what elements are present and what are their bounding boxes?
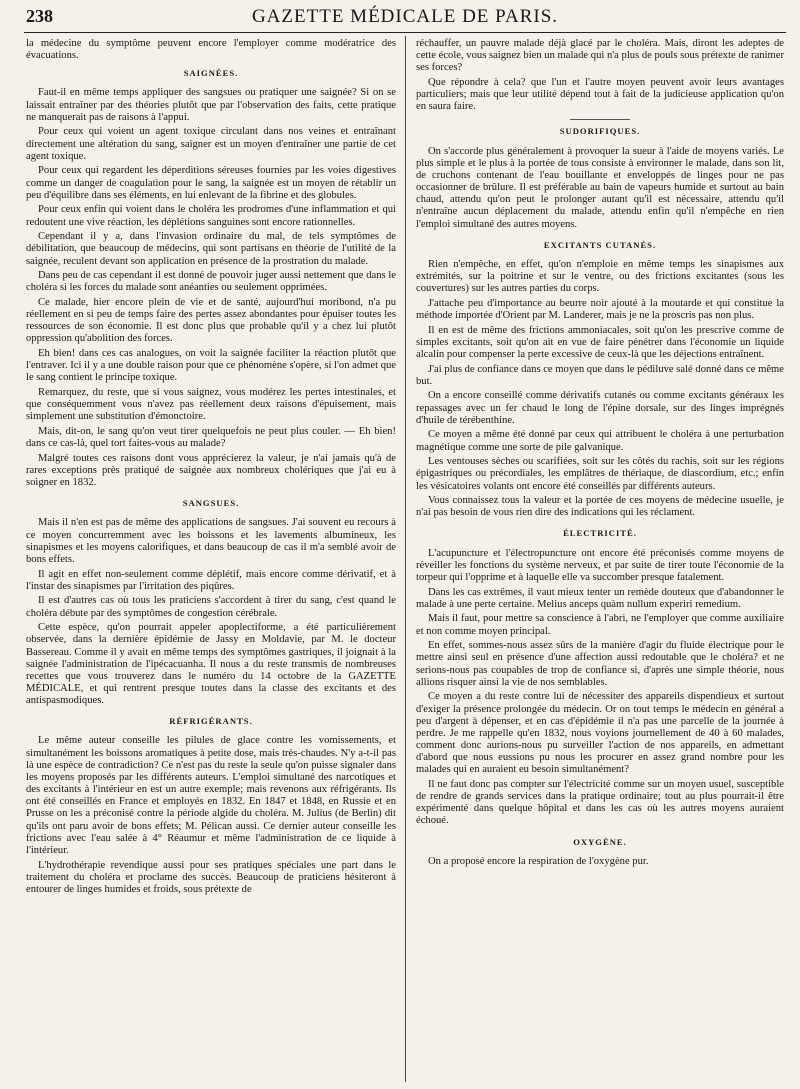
paragraph: L'acupuncture et l'électropuncture ont encore été préconisés comme moyens de réveiller les fonctions du système nerveux, et par suite de tirer toute l'économie de la torpeur qui l'opprime et à laquelle elle va succomber presque fatalement. xyxy=(416,547,784,583)
paragraph: Rien n'empêche, en effet, qu'on n'emploie en même temps les sinapismes aux extrémités, sur la poitrine et sur le ventre, ou des frictions excitantes (sous les couvertures) sur les autres parties du corps. xyxy=(416,258,784,295)
paragraph: J'attache peu d'importance au beurre noir ajouté à la moutarde et qui constitue la méthode importée d'Orient par M. Landerer, mais je ne la proscris pas non plus. xyxy=(416,297,784,321)
section-heading-electricite: ÉLECTRICITÉ. xyxy=(563,528,637,539)
divider-rule xyxy=(570,119,630,120)
paragraph: Les ventouses sèches ou scarifiées, soit sur les côtés du rachis, soit sur les régions épigastriques ou précordiales, les emplâtres de thériaque, de diascordium, etc.; enfin les vésicatoires volants ont encore été conseillés par différents auteurs. xyxy=(416,456,784,492)
paragraph: Pour ceux qui regardent les déperditions séreuses fournies par les voies digestives comme un danger de coagulation pour le sang, la saignée est un moyen de rétablir un peu d'équilibre dans ses éléments, en lui enlevant de la fibrine et des globules. xyxy=(26,165,396,201)
paragraph: Cependant il y a, dans l'invasion ordinaire du mal, de tels symptômes de débilitation, que beaucoup de médecins, qui sont partisans en théorie de l'utilité de la saignée, reculent devant son application en présence de la prostration du malade. xyxy=(26,231,396,267)
column-divider xyxy=(405,36,406,1082)
paragraph: Ce moyen a même été donné par ceux qui attribuent le choléra à une perturbation magnétique comme une sorte de pile galvanique. xyxy=(416,429,784,453)
paragraph: Remarquez, du reste, que si vous saignez, vous modérez les pertes intestinales, et que conséquemment vous n'avez pas réellement deux raisons d'épuisement, mais simplement une substitution d'émonctoire. xyxy=(26,387,396,423)
paragraph: Mais, dit-on, le sang qu'on veut tirer quelquefois ne peut plus couler. — Eh bien! dans ce cas-là, quel tort faites-vous au malade? xyxy=(26,426,396,450)
paragraph: Il en est de même des frictions ammoniacales, soit qu'on les prescrive comme de simples excitants, soit qu'on ait en vue de faire pénétrer dans l'économie un liquide alcalin pour compenser la perte excessive de ceux-là que les déjections entraînent. xyxy=(416,324,784,360)
paragraph: On a proposé encore la respiration de l'oxygène pur. xyxy=(428,855,649,867)
paragraph: Mais il n'en est pas de même des applications de sangsues. J'ai souvent eu recours à ce moyen concurremment avec les boissons et les lavements albumineux, les sinapismes et les moyens calorifiques, et dans beaucoup de cas il m'a semblé avoir de bons effets. xyxy=(26,517,396,565)
paragraph: Ce moyen a du reste contre lui de nécessiter des appareils dispendieux et surtout d'exiger la présence prolongée du médecin. Or on tout temps le médecin en général a peu d'argent à dépenser, et en cas d'épidémie il n'a pas une parcelle de la journée à perdre. Je me rappelle qu'en 1832, nous voyions journellement de 40 à 60 malades, comment donc aurions-nous pu surveiller l'action de nos appareils, en admettant d'abord que nous eussions pu nous les procurer en assez grand nombre pour les malades qui en auraient eu besoin simultanément? xyxy=(416,691,784,776)
paragraph: Eh bien! dans ces cas analogues, on voit la saignée faciliter la réaction plutôt que l'entraver. Ici il y a une double raison pour que ce phénomène s'opère, si l'on admet que le sang contient le principe toxique. xyxy=(26,348,396,384)
right-column xyxy=(416,38,784,870)
paragraph: Dans les cas extrêmes, il vaut mieux tenter un remède douteux que d'abandonner le malade à une perte certaine. Melius anceps quàm nullum experiri remedium. xyxy=(416,586,784,610)
paragraph: la médecine du symptôme peuvent encore l'employer comme modératrice des évacuations. xyxy=(26,38,396,62)
paragraph: Vous connaissez tous la valeur et la portée de ces moyens de médecine usuelle, je n'ai pas besoin de vous rien dire des indications qui les réclament. xyxy=(416,495,784,519)
paragraph: On a encore conseillé comme dérivatifs cutanés ou comme excitants généraux les repassages avec un fer chaud le long de l'épine dorsale, sur des linges imprégnés d'huile de térébenthine. xyxy=(416,390,784,426)
paragraph: On s'accorde plus généralement à provoquer la sueur à l'aide de moyens variés. Le plus simple et le plus à la portée de tous consiste à environner le malade, dans son lit, de cruchons contenant de l'eau bouillante et enveloppés de linges pour ne pas occasionner de brûlure. Il est préférable au bain de vapeurs humide et surtout au bain chaud, attendu qu'on peut le prolonger autant qu'il est nécessaire, attendu qu'il n'entraîne aucun déplacement du malade, attendu enfin qu'il n'empêche en rien l'emploi simultané des autres moyens. xyxy=(416,145,784,230)
section-heading-excitants: EXCITANTS CUTANÉS. xyxy=(543,239,657,250)
paragraph: réchauffer, un pauvre malade déjà glacé par le choléra. Mais, diront les adeptes de cette école, vous saignez bien un malade qui n'a plus de pouls sous prétexte de ranimer ses forces? xyxy=(416,38,784,74)
paragraph: Que répondre à cela? que l'un et l'autre moyen peuvent avoir leurs avantages particuliers; mais que leur utilité dépend tout à fait de la judicieuse application qu'on en saura faire. xyxy=(416,76,784,113)
paragraph: Pour ceux qui voient un agent toxique circulant dans nos veines et entraînant directement une altération du sang, saigner est un moyen d'entraîner une partie de cet agent toxique. xyxy=(26,126,396,162)
paragraph: Ce malade, hier encore plein de vie et de santé, aujourd'hui moribond, n'a pu réellement en si peu de temps faire des pertes assez abondantes pour épuiser toutes les ressources de son économie. Il est donc plus que probable qu'il y a chez lui plutôt oppression qu'abolition des forces. xyxy=(26,296,396,345)
paragraph: Il agit en effet non-seulement comme déplétif, mais encore comme dérivatif, et à l'instar des sinapismes par l'irritation des piqûres. xyxy=(26,568,396,592)
page-number: 238 xyxy=(26,6,53,26)
paragraph: Le même auteur conseille les pilules de glace contre les vomissements, et simultanément les boissons aromatiques à petite dose, mais très-chaudes. N'y a-t-il pas là une espèce de contradiction? Ce n'est pas du reste la seule qu'on puisse signaler dans les moyens proposés par les différents auteurs. L'emploi simultané des narcotiques et des excitants à l'intérieur en est un autre exemple; mais revenons aux réfrigérants. Ils ont été conseillés en France et employés en 1832. En 1847 et 1848, en Russie et en Prusse on les a préconisé contre la période algide du choléra. M. Julius (de Berlin) dit qu'ils ont paru avoir de bons effets; M. Pélican aussi. Ce dernier auteur conseille les frictions avec l'eau salée à 4° Réaumur et même l'administration de ce liquide à l'intérieur. xyxy=(26,735,396,856)
page-header xyxy=(24,6,786,33)
paragraph: Dans peu de cas cependant il est donné de pouvoir juger aussi nettement que dans le choléra si les forces du malade sont anéanties ou seulement opprimées. xyxy=(26,270,396,294)
paragraph: Cette espèce, qu'on pourrait appeler apoplectiforme, a été particulièrement observée, dans la dernière épidémie de Jassy en Moldavie, par M. le docteur Bassereau. Comme il y avait en même temps des symptômes gastriques, il joignait à la saignée l'administration de l'ipécacuanha. Il nous a du reste transmis de nombreuses recettes que vous trouverez dans le numéro du 14 octobre de la GAZETTE MÉDICALE, et qui rentrent presque toutes dans la classe des excitants et des antispasmodiques. xyxy=(26,622,396,707)
section-heading-saignees: SAIGNÉES. xyxy=(183,68,239,79)
paragraph: Il est d'autres cas où tous les praticiens s'accordent à tirer du sang, c'est quand le choléra débute par des symptômes de congestion cérébrale. xyxy=(26,595,396,619)
paragraph: Il ne faut donc pas compter sur l'électricité comme sur un moyen usuel, susceptible de rendre de grands services dans la pratique ordinaire; tout au plus pourrait-il être expérimenté dans quelque hôpital et dans les cas où les autres moyens auraient échoué. xyxy=(416,778,784,827)
paragraph: L'hydrothérapie revendique aussi pour ses pratiques spéciales une part dans le traitement du choléra et proclame des succès. Beaucoup de praticiens hésiteront à entourer de linges humides et froids, sous prétexte de xyxy=(26,859,396,895)
section-heading-oxygene: OXYGÈNE. xyxy=(573,836,627,847)
left-column xyxy=(26,38,396,899)
section-heading-sangsues: SANGSUES. xyxy=(182,498,240,509)
paragraph: Mais il faut, pour mettre sa conscience à l'abri, ne l'employer que comme auxiliaire et non comme moyen principal. xyxy=(416,613,784,637)
journal-title: GAZETTE MÉDICALE DE PARIS. xyxy=(251,6,559,27)
paragraph: En effet, sommes-nous assez sûrs de la manière d'agir du fluide électrique pour le mettre ainsi seul en présence d'une affection aussi redoutable que le choléra? et ne serions-nous pas coupables de trop de confiance si, d'après une simple théorie, nous allions risquer ainsi la vie de nos semblables. xyxy=(416,640,784,688)
section-heading-refrigerants: RÉFRIGÉRANTS. xyxy=(169,716,253,727)
paragraph: Malgré toutes ces raisons dont vous apprécierez la valeur, je n'ai jamais qu'à de rares exceptions près pratiqué de saignée aux nombreux cholériques que j'ai eu à soigner en 1832. xyxy=(26,452,396,489)
paragraph: Faut-il en même temps appliquer des sangsues ou pratiquer une saignée? Si on se laissait entraîner par des théories plutôt que par l'observation des faits, cette pratique ne manquerait pas de raisons à l'appui. xyxy=(26,87,396,123)
paragraph: Pour ceux enfin qui voient dans le choléra les prodromes d'une inflammation et qui redoutent une vive réaction, les déplétions sanguines sont encore rationnelles. xyxy=(26,204,396,228)
paragraph: J'ai plus de confiance dans ce moyen que dans le pédiluve salé donné dans ce même but. xyxy=(416,363,784,387)
section-heading-sudorifiques: SUDORIFIQUES. xyxy=(559,126,641,137)
